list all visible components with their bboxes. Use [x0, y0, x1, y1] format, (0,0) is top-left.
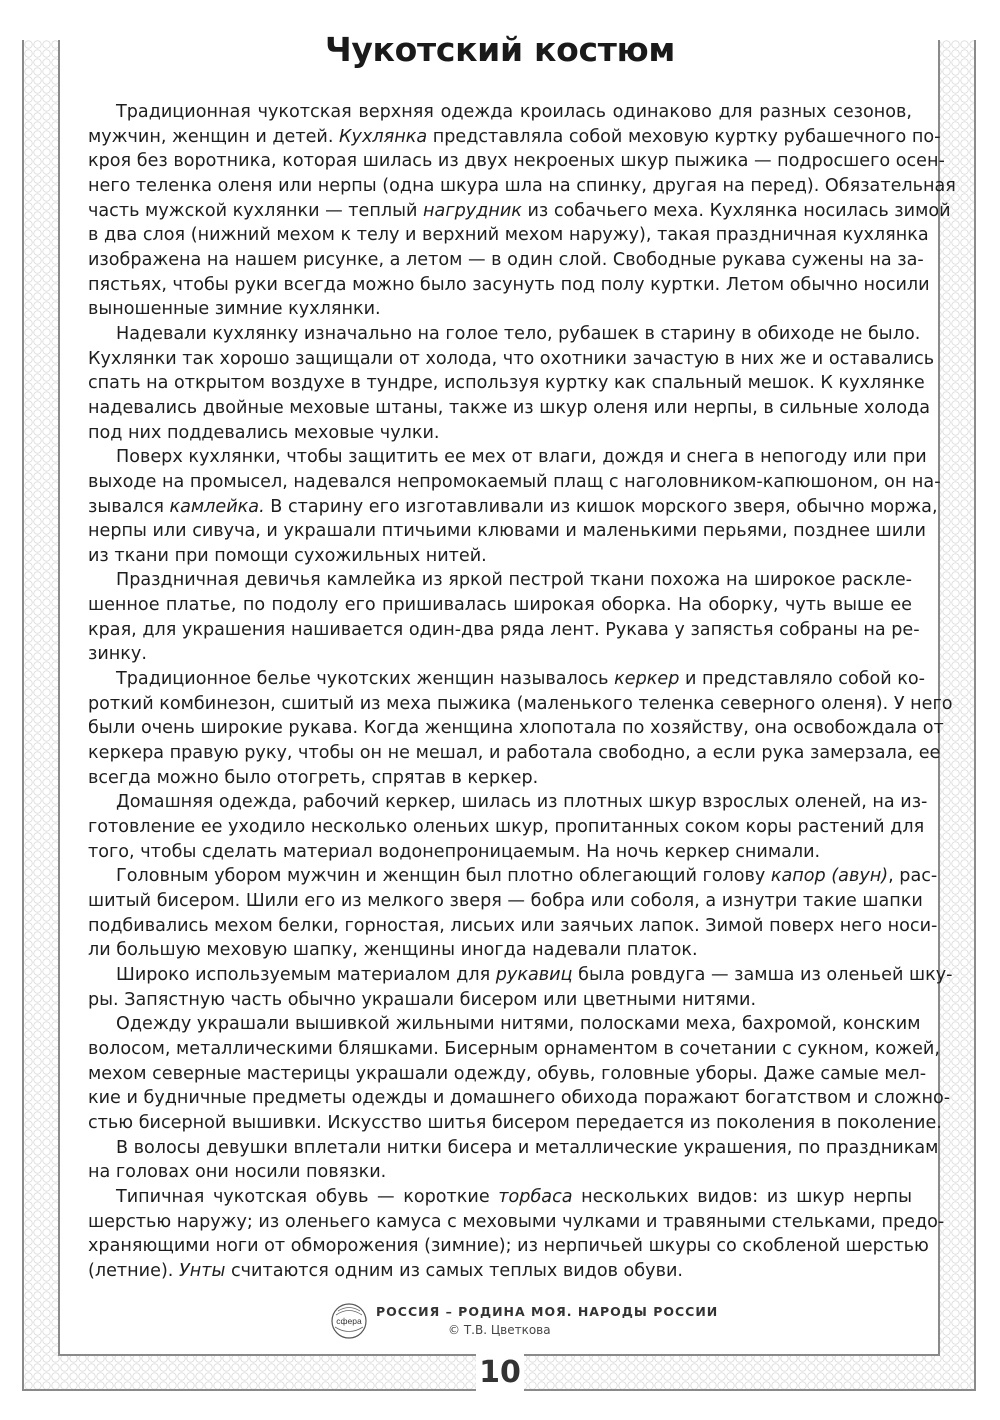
italic-term: торбаса	[498, 1186, 573, 1207]
paragraph	[88, 864, 938, 963]
text-line: Домашняя одежда, рабочий керкер, шилась из плотных шкур взрослых оленей, на из-	[116, 792, 928, 813]
text-line: подбивались мехом белки, горностая, лисьих или заячьих лапок. Зимой поверх него носи-	[88, 915, 938, 936]
italic-term: рукавиц	[495, 964, 573, 985]
sfera-logo-icon	[330, 1302, 368, 1340]
text-line: (летние). Унты считаются одним из самых теплых видов обуви.	[88, 1260, 683, 1281]
series-title: РОССИЯ – РОДИНА МОЯ. НАРОДЫ РОССИИ	[376, 1304, 719, 1319]
italic-term: керкер	[614, 669, 680, 690]
text-line: под них поддевались меховые чулки.	[88, 422, 440, 443]
text-line: нерпы или сивуча, и украшали птичьими клювами и маленькими перьями, позднее шили	[88, 521, 926, 542]
text-line: Кухлянки так хорошо защищали от холода, что охотники зачастую в них же и оставались	[88, 348, 935, 369]
paragraph	[88, 963, 953, 1012]
text-line: ли большую меховую шапку, женщины иногда надевали платок.	[88, 940, 698, 961]
copyright-author: © Т.В. Цветкова	[448, 1323, 551, 1337]
text-line: часть мужской кухлянки — теплый нагрудник из собачьего меха. Кухлянка носилась зимой	[88, 200, 951, 221]
italic-term: Унты	[179, 1260, 226, 1281]
article-body	[88, 100, 956, 1284]
paragraph	[88, 445, 941, 568]
paragraph	[88, 1185, 945, 1284]
text-line: керкера правую руку, чтобы он не мешал, и работала свободно, а если рука замерзала, ее	[88, 743, 941, 764]
text-line: кие и будничные предметы одежды и домашнего обихода поражают богатством и сложно-	[88, 1088, 951, 1109]
text-line: спать на открытом воздухе в тундре, используя куртку как спальный мешок. К кухлянке	[88, 373, 925, 394]
page-number: 10	[476, 1350, 524, 1396]
paragraph	[88, 667, 953, 790]
text-line: волосом, металлическими бляшками. Бисерным орнаментом в сочетании с сукном, кожей,	[88, 1038, 940, 1059]
text-line: края, для украшения нашивается один-два ряда лент. Рукава у запястья собраны на ре-	[88, 619, 920, 640]
text-line: храняющими ноги от обморожения (зимние); из нерпичьей шкуры со скобленой шерстью	[88, 1236, 929, 1257]
text-line: мехом северные мастерицы украшали одежду, обувь, головные уборы. Даже самые мел-	[88, 1063, 927, 1084]
text-line: Поверх кухлянки, чтобы защитить ее мех от влаги, дождя и снега в непогоду или при	[116, 447, 927, 468]
text-line: Надевали кухлянку изначально на голое тело, рубашек в старину в обиходе не было.	[116, 323, 921, 344]
text-line: Головным убором мужчин и женщин был плотно облегающий голову капор (авун), рас-	[116, 866, 938, 887]
text-line: ры. Запястную часть обычно украшали бисером или цветными нитями.	[88, 989, 757, 1010]
paragraph	[88, 100, 956, 322]
text-line: готовление ее уходило несколько оленьих шкур, пропитанных соком коры растений для	[88, 817, 925, 838]
text-line: были очень широкие рукава. Когда женщина хлопотала по хозяйству, она освобождала от	[88, 718, 944, 739]
page-title: Чукотский костюм	[324, 30, 676, 69]
text-line: надевались двойные меховые штаны, также из шкур оленя или нерпы, в сильные холода	[88, 397, 931, 418]
italic-term: камлейка.	[169, 496, 265, 517]
text-line: него теленка оленя или нерпы (одна шкура шла на спинку, другая на перед). Обязательная	[88, 175, 956, 196]
text-line: мужчин, женщин и детей. Кухлянка представляла собой меховую куртку рубашечного по-	[88, 126, 941, 147]
text-line: шитый бисером. Шили его из мелкого зверя — бобра или соболя, а изнутри такие шапки	[88, 891, 923, 911]
text-line: кроя без воротника, которая шилась из двух некроеных шкур пыжика — подросшего осен-	[88, 151, 945, 172]
text-line: Праздничная девичья камлейка из яркой пестрой ткани похожа на широкое раскле-	[116, 570, 912, 591]
text-line: пястьях, чтобы руки всегда можно было засунуть под полу куртки. Летом обычно носили	[88, 274, 930, 295]
text-line: Типичная чукотская обувь — короткие торбаса нескольких видов: из шкур нерпы	[116, 1186, 912, 1207]
logo-text: сфера	[336, 1316, 362, 1326]
text-line: в два слоя (нижний мехом к телу и верхний мехом наружу), такая праздничная кухлянка	[88, 225, 929, 246]
text-line: В волосы девушки вплетали нитки бисера и металлические украшения, по праздникам	[116, 1137, 939, 1158]
paragraph	[88, 1012, 951, 1135]
paragraph	[88, 322, 935, 445]
italic-term: нагрудник	[423, 200, 522, 221]
text-line: Широко используемым материалом для рукавиц была ровдуга — замша из оленьей шку-	[116, 964, 953, 985]
paragraph	[88, 1136, 939, 1185]
text-line: изображена на нашем рисунке, а летом — в один слой. Свободные рукава сужены на за-	[88, 249, 924, 270]
italic-term: Кухлянка	[339, 126, 428, 147]
text-line: Традиционная чукотская верхняя одежда кроилась одинаково для разных сезонов,	[116, 102, 912, 122]
text-line: зывался камлейка. В старину его изготавливали из кишок морского зверя, обычно моржа,	[88, 496, 938, 517]
paragraph	[88, 568, 920, 667]
text-line: выходе на промысел, надевался непромокаемый плащ с наголовником-капюшоном, он на-	[88, 471, 941, 492]
italic-term: капор (авун)	[770, 866, 889, 887]
text-line: выношенные зимние кухлянки.	[88, 299, 381, 320]
text-line: всегда можно было отогреть, спрятав в керкер.	[88, 767, 539, 788]
text-line: из ткани при помощи сухожильных нитей.	[88, 545, 487, 566]
text-line: на головах они носили повязки.	[88, 1162, 387, 1183]
text-line: того, чтобы сделать материал водонепроницаемым. На ночь керкер снимали.	[88, 841, 821, 862]
text-line: зинку.	[88, 644, 147, 665]
paragraph	[88, 790, 928, 864]
text-line: шенное платье, по подолу его пришивалась широкая оборка. На оборку, чуть выше ее	[88, 595, 912, 616]
text-line: роткий комбинезон, сшитый из меха пыжика (маленького теленка северного оленя). У него	[88, 693, 953, 714]
text-line: Традиционное белье чукотских женщин называлось керкер и представляло собой ко-	[116, 669, 926, 690]
text-line: стью бисерной вышивки. Искусство шитья бисером передается из поколения в поколение.	[88, 1112, 942, 1133]
text-line: Одежду украшали вышивкой жильными нитями, полосками меха, бахромой, конским	[116, 1014, 921, 1035]
text-line: шерстью наружу; из оленьего камуса с меховыми чулками и травяными стельками, предо-	[88, 1211, 945, 1232]
